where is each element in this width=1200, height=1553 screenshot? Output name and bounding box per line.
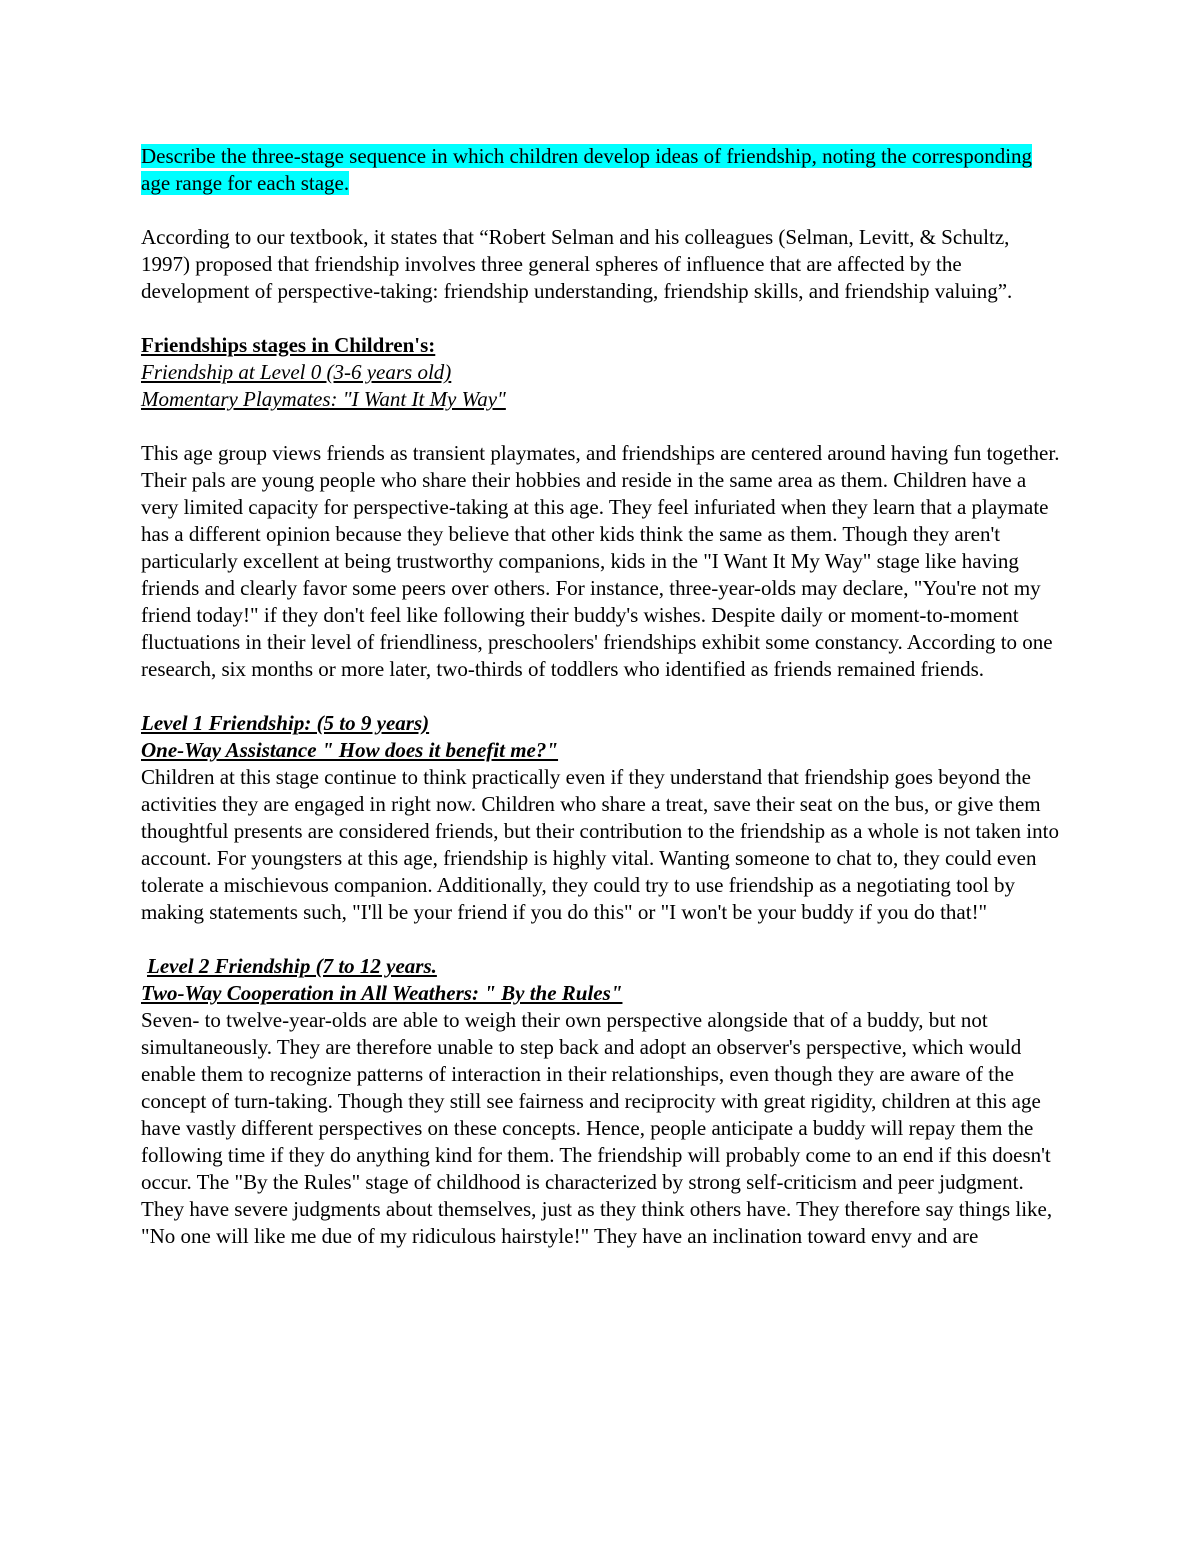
section-heading: Friendships stages in Children's: xyxy=(141,333,436,357)
highlighted-question: Describe the three-stage sequence in which children develop ideas of friendship, noting the corresponding age range for each stage. xyxy=(141,144,1033,195)
document-body xyxy=(141,143,1061,1250)
spacer xyxy=(141,926,1061,953)
level1-body: Children at this stage continue to think practically even if they understand that friendship goes beyond the activities they are engaged in right now. Children who share a treat, save their seat on the bus, or give them thoughtful presents are considered friends, but their contribution to the friendship as a whole is not taken into account. For youngsters at this age, friendship is highly vital. Wanting someone to chat to, they could even tolerate a mischievous companion. Additionally, they could try to use friendship as a negotiating tool by making statements such, "I'll be your friend if you do this" or "I won't be your buddy if you do that!" xyxy=(141,765,1059,924)
level1-title: Level 1 Friendship: (5 to 9 years) xyxy=(141,711,430,735)
intro-paragraph: According to our textbook, it states that “Robert Selman and his colleagues (Selman, Levitt, & Schultz, 1997) proposed that friendship involves three general spheres of influence that are affected by the development of perspective-taking: friendship understanding, friendship skills, and friendship valuing”. xyxy=(141,225,1013,303)
spacer xyxy=(141,413,1061,440)
level2-subtitle: Two-Way Cooperation in All Weathers: " By the Rules" xyxy=(141,981,623,1005)
question-paragraph xyxy=(141,143,1061,197)
level1-subtitle: One-Way Assistance " How does it benefit me?" xyxy=(141,738,559,762)
level2-body: Seven- to twelve-year-olds are able to weigh their own perspective alongside that of a buddy, but not simultaneously. They are therefore unable to step back and adopt an observer's perspective, which would enable them to recognize patterns of interaction in their relationships, even though they are aware of the concept of turn-taking. Though they still see fairness and reciprocity with great rigidity, children at this age have vastly different perspectives on these concepts. Hence, people anticipate a buddy will repay them the following time if they do anything kind for them. The friendship will probably come to an end if this doesn't occur. The "By the Rules" stage of childhood is characterized by strong self-criticism and peer judgment. They have severe judgments about themselves, just as they think others have. They therefore say things like, "No one will like me due of my ridiculous hairstyle!" They have an inclination toward envy and are xyxy=(141,1008,1053,1248)
spacer xyxy=(141,683,1061,710)
level0-title: Friendship at Level 0 (3-6 years old) xyxy=(141,360,452,384)
level0-subtitle: Momentary Playmates: "I Want It My Way" xyxy=(141,387,506,411)
level0-body: This age group views friends as transient playmates, and friendships are centered around having fun together. Their pals are young people who share their hobbies and reside in the same area as them. Children have a very limited capacity for perspective-taking at this age. They feel infuriated when they learn that a playmate has a different opinion because they believe that other kids think the same as them. Though they aren't particularly excellent at being trustworthy companions, kids in the "I Want It My Way" stage like having friends and clearly favor some peers over others. For instance, three-year-olds may declare, "You're not my friend today!" if they don't feel like following their buddy's wishes. Despite daily or moment-to-moment fluctuations in their level of friendliness, preschoolers' friendships exhibit some constancy. According to one research, six months or more later, two-thirds of toddlers who identified as friends remained friends. xyxy=(141,441,1060,681)
level2-title: Level 2 Friendship (7 to 12 years. xyxy=(147,954,437,978)
